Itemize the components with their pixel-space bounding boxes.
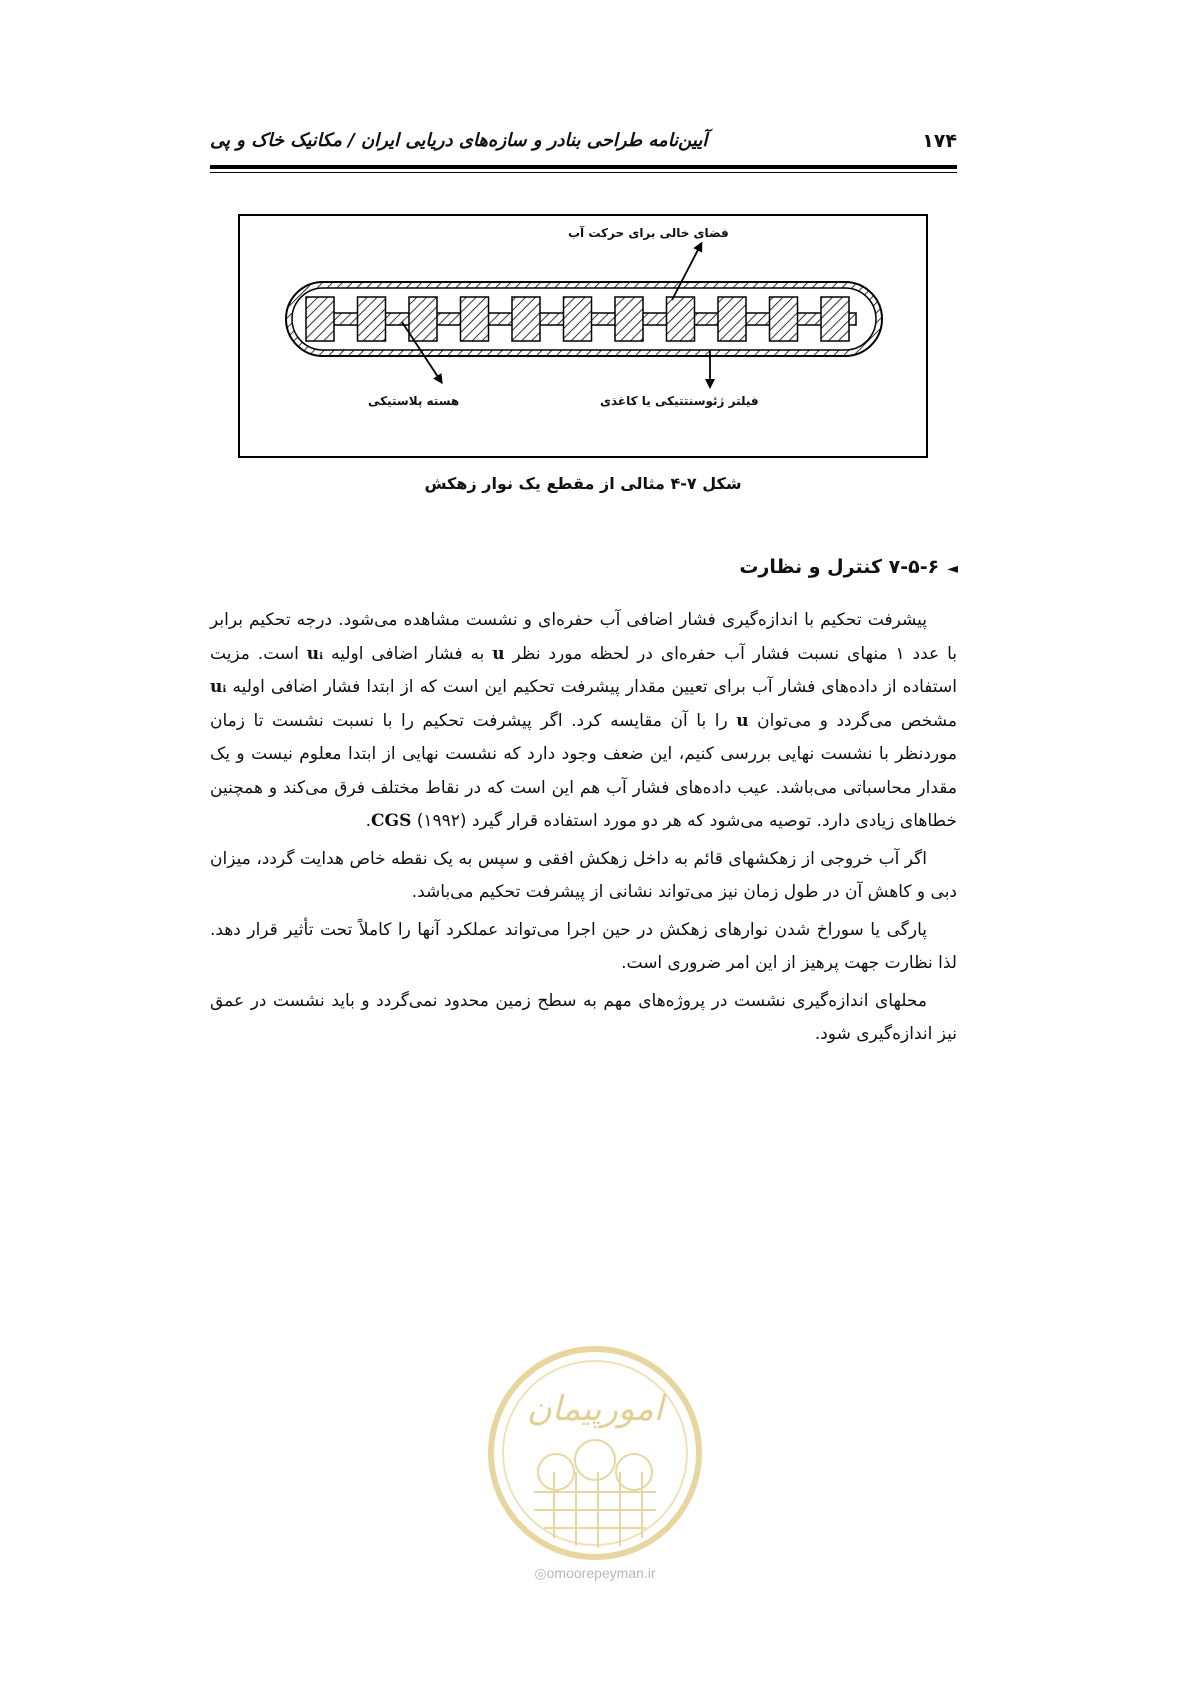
core-stud	[718, 297, 746, 341]
core-stud	[821, 297, 849, 341]
paragraph-4: محلهای اندازه‌گیری نشست در پروژه‌های مهم به سطح زمین محدود نمی‌گردد و باید نشست در عمق نیز اندازه‌گیری شود.	[210, 990, 957, 1044]
watermark-site	[484, 1565, 706, 1582]
label-filter: فیلتر ژئوسنتتیکی یا کاغذی	[600, 394, 759, 408]
figure-caption: شکل ۷-۴ مثالی از مقطع یک نوار زهکش	[424, 474, 742, 493]
core-stud	[461, 297, 489, 341]
page-header	[210, 128, 957, 158]
p1-text-c: است. مزیت استفاده از داده‌های فشار آب برای تعیین مقدار پیشرفت تحکیم این است که از ابتدا فشار اضافی اولیه	[210, 643, 957, 697]
core-stud	[667, 297, 695, 341]
watermark-site-text: omoorepeyman.ir	[546, 1565, 656, 1581]
citation-cgs: CGS	[371, 811, 412, 831]
p1-text-a: پیشرفت تحکیم با اندازه‌گیری فشار اضافی آب حفره‌ای و نشست مشاهده می‌شود. درجه تحکیم برابر با عدد ۱ منهای نسبت فشار آب حفره‌ای در لحظه مورد نظر	[210, 610, 957, 664]
core-stud	[409, 297, 437, 341]
p1-text-b: به فشار اضافی اولیه	[323, 643, 493, 664]
core-stud	[770, 297, 798, 341]
symbol-ui: uᵢ	[306, 643, 324, 664]
header-rule	[210, 165, 957, 169]
body-text	[210, 604, 957, 1052]
core-stud	[306, 297, 334, 341]
p1-text-e: را با آن مقایسه کرد. اگر پیشرفت تحکیم را با نسبت نشست تا زمان موردنظر با نشست نهایی بررسی کنیم، این ضعف وجود دارد که نشست نهایی از ابتدا معلوم نیست و یک مقدار محاسباتی می‌باشد. عیب داده‌های فشار آب هم این است که در نقاط مختلف فرق می‌کند و همچنین خطاهای زیادی دارد. توصیه می‌شود که هر دو مورد استفاده قرار گیرد	[210, 710, 957, 831]
core-stud	[512, 297, 540, 341]
core-stud	[358, 297, 386, 341]
label-void-space: فضای خالی برای حرکت آب	[568, 226, 729, 240]
figure-drain-section	[238, 214, 928, 458]
heading-text: ۷-۵-۶ کنترل و نظارت	[739, 556, 940, 578]
p1-text-d: مشخص می‌گردد و می‌توان	[748, 710, 957, 731]
at-icon: ◎	[534, 1565, 547, 1581]
paragraph-1	[210, 604, 957, 839]
page-number: ۱۷۴	[922, 130, 957, 152]
book-title: آیین‌نامه طراحی بنادر و سازه‌های دریایی ایران / مکانیک خاک و پی	[210, 130, 708, 151]
section-heading	[739, 556, 958, 578]
label-plastic-core: هسته پلاستیکی	[368, 394, 460, 408]
core-stud	[615, 297, 643, 341]
paragraph-2: اگر آب خروجی از زهکشهای قائم به داخل زهکش افقی و سپس به یک نقطه خاص هدایت گردد، میزان دبی و کاهش آن در طول زمان نیز می‌تواند نشانی از پیشرفت تحکیم می‌باشد.	[210, 848, 957, 902]
watermark-seal-icon	[484, 1342, 706, 1564]
p1-text-f: (۱۹۹۲).	[365, 811, 467, 831]
symbol-ui: uᵢ	[210, 677, 227, 697]
symbol-u: u	[492, 643, 505, 664]
watermark-logo	[484, 1342, 706, 1564]
paragraph-3: پارگی یا سوراخ شدن نوارهای زهکش در حین اجرا می‌تواند عملکرد آنها را کاملاً تحت تأثیر قرار دهد. لذا نظارت جهت پرهیز از این امر ضروری است.	[210, 919, 957, 973]
symbol-u: u	[736, 710, 749, 731]
header-rule-thin	[210, 172, 957, 173]
core-stud	[564, 297, 592, 341]
drain-cross-section-diagram	[240, 216, 926, 456]
heading-bullet-icon: ◄	[947, 561, 958, 577]
watermark-logo-text: امورپیمان	[526, 1389, 664, 1429]
